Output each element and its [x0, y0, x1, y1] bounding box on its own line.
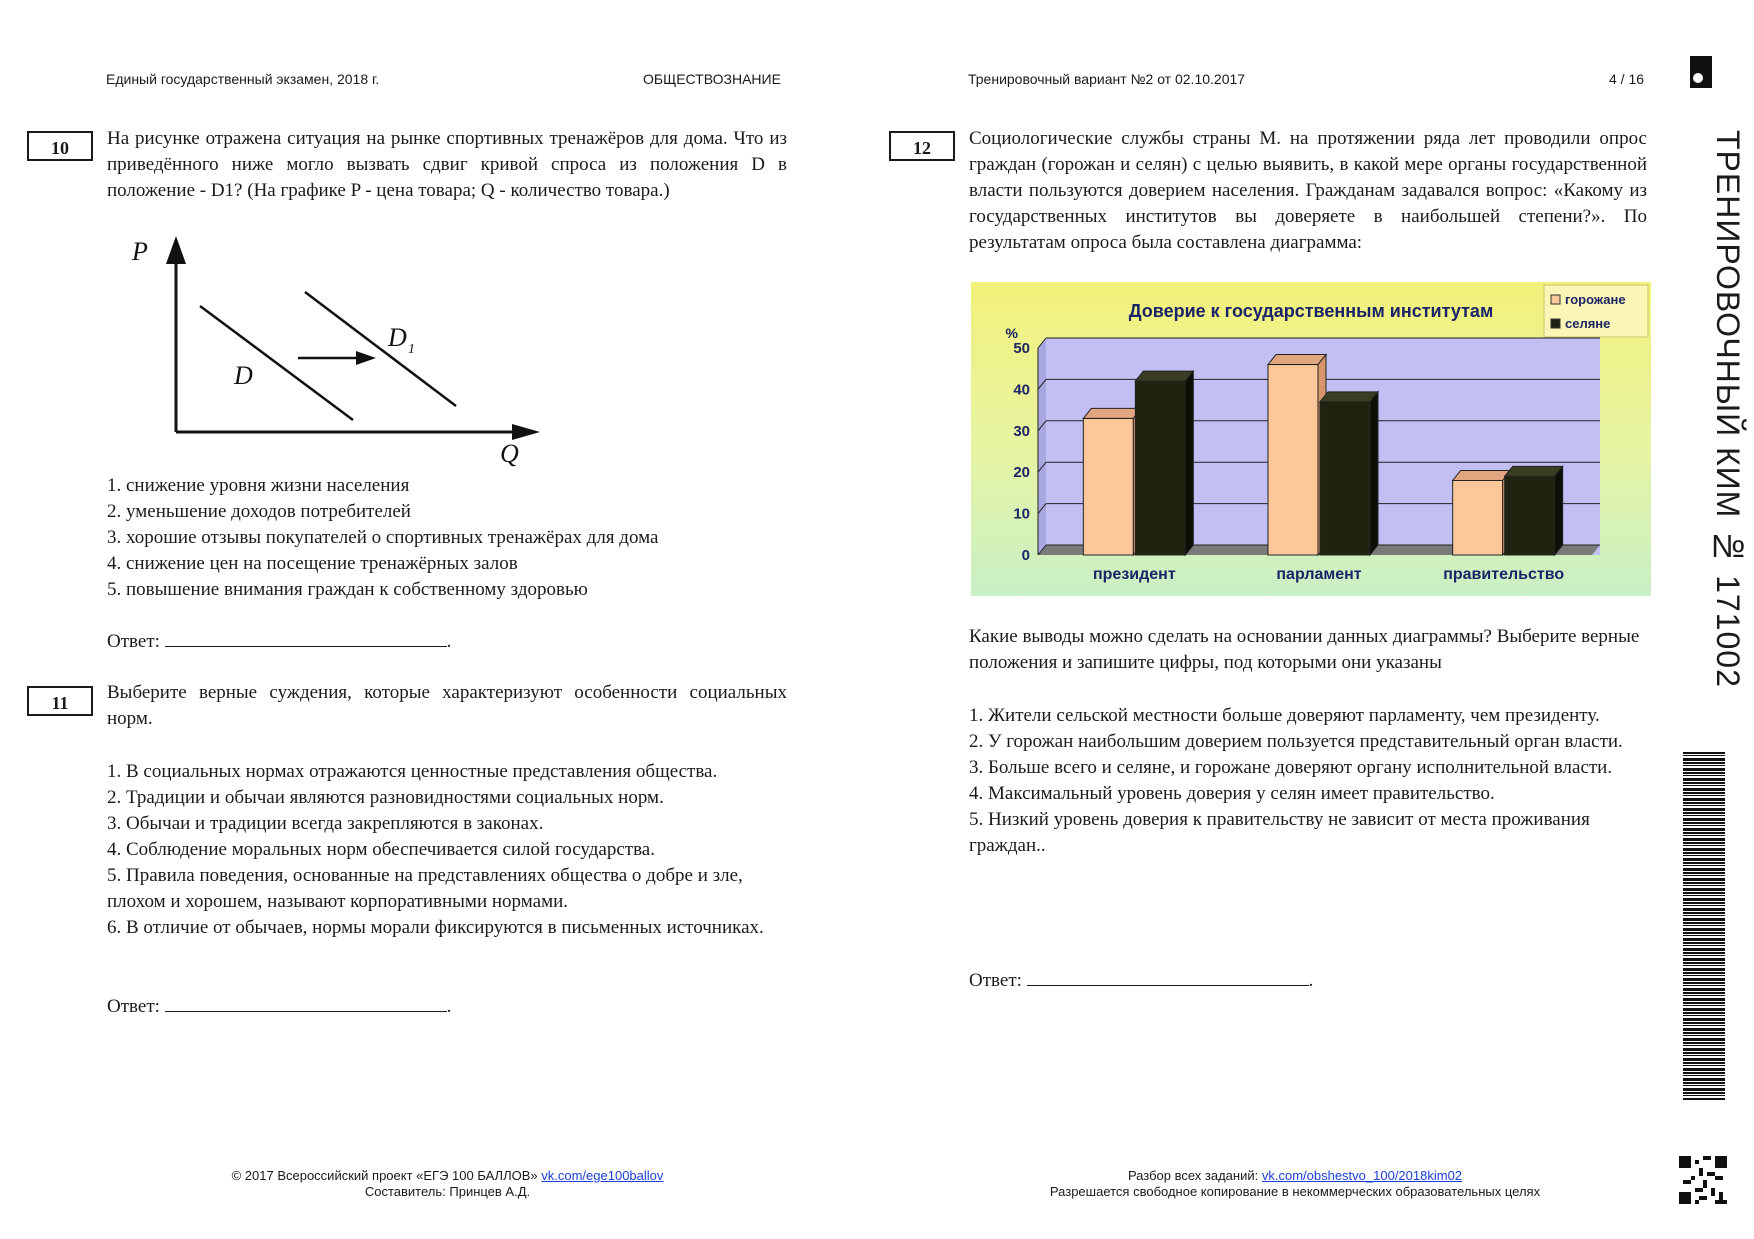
- q10-label-d1: D: [388, 323, 407, 352]
- q10-answer-row: Ответ: .: [107, 628, 451, 653]
- q11-number-box: 11: [27, 686, 93, 716]
- q10-text: На рисунке отражена ситуация на рынке спортивных тренажёров для дома. Что из приведённого ниже могло вызвать сдвиг кривой спроса из положения D в положение - D1? (На графике P - цена товара; Q - количество товара.): [107, 128, 787, 201]
- footer-analysis-label: Разбор всех заданий:: [1127, 1168, 1259, 1183]
- chart-legend: [1544, 285, 1648, 337]
- chart-bar-top: [1453, 470, 1511, 480]
- q11-option: 3. Обычаи и традиции всегда закрепляются в законах.: [107, 813, 544, 834]
- q11-answer-row: Ответ: .: [107, 993, 451, 1018]
- q10-label-d: D: [234, 361, 253, 390]
- footer-copyright: © 2017 Всероссийский проект «ЕГЭ 100 БАЛЛОВ»: [231, 1168, 538, 1183]
- q10-options: [107, 473, 787, 603]
- corner-logo-dot: [1693, 73, 1703, 83]
- chart-bar: [1505, 476, 1555, 555]
- chart-bar-top: [1083, 408, 1141, 418]
- barcode: [1683, 752, 1725, 1100]
- chart-bar: [1268, 365, 1318, 555]
- chart-bar: [1083, 418, 1133, 555]
- chart-bar-side: [1555, 466, 1563, 555]
- chart-category-label: парламент: [1276, 566, 1362, 583]
- chart-ylabel: %: [1005, 325, 1018, 341]
- q12-options: [969, 703, 1647, 859]
- legend-swatch-citizens: [1551, 295, 1560, 304]
- q10-curve-d: [200, 306, 353, 420]
- q11-options: [107, 759, 787, 941]
- chart-bar-top: [1268, 355, 1326, 365]
- header-variant: Тренировочный вариант №2 от 02.10.2017: [968, 71, 1246, 87]
- chart-title: Доверие к государственным институтам: [1128, 301, 1494, 321]
- legend-swatch-villagers: [1551, 319, 1560, 328]
- q12-answer-label: Ответ:: [969, 970, 1022, 991]
- q12-question: Какие выводы можно сделать на основании данных диаграммы? Выберите верные положения и запишите цифры, под которыми они указаны: [969, 626, 1640, 673]
- footer-author: Составитель: Принцев А.Д.: [364, 1184, 531, 1199]
- footer-right: [980, 1168, 1610, 1200]
- legend-label-villagers: селяне: [1565, 316, 1611, 331]
- q10-option: 1. снижение уровня жизни населения: [107, 475, 410, 496]
- q11-text: Выберите верные суждения, которые характеризуют особенности социальных норм.: [107, 682, 787, 729]
- q10-shift-arrowhead: [356, 351, 376, 365]
- chart-bar-top: [1135, 371, 1193, 381]
- q11-option: 4. Соблюдение моральных норм обеспечивается силой государства.: [107, 839, 655, 860]
- q12-option: 5. Низкий уровень доверия к правительству не зависит от места проживания граждан..: [969, 809, 1590, 856]
- chart-category-label: правительство: [1443, 566, 1565, 583]
- footer-left: [150, 1168, 745, 1200]
- chart-bar: [1135, 381, 1185, 555]
- qr-code: [1679, 1156, 1727, 1204]
- q10-option: 3. хорошие отзывы покупателей о спортивных тренажёрах для дома: [107, 527, 659, 548]
- q10-answer-field[interactable]: [165, 628, 447, 647]
- chart-bar: [1453, 480, 1503, 555]
- footer-link-analysis[interactable]: vk.com/obshestvo_100/2018kim02: [1261, 1168, 1463, 1183]
- q12-option: 4. Максимальный уровень доверия у селян имеет правительство.: [969, 783, 1495, 804]
- chart-ytick-label: 50: [1013, 340, 1030, 357]
- q11-option: 6. В отличие от обычаев, нормы морали фиксируются в письменных источниках.: [107, 917, 764, 938]
- chart-ytick-label: 20: [1013, 464, 1030, 482]
- q10-option: 2. уменьшение доходов потребителей: [107, 501, 411, 522]
- chart-side-wall: [1038, 338, 1046, 555]
- chart-ytick-label: 30: [1013, 422, 1030, 440]
- q11-answer-field[interactable]: [165, 993, 447, 1012]
- q10-number-box: 10: [27, 131, 93, 161]
- footer-copy-note: Разрешается свободное копирование в некоммерческих образовательных целях: [1049, 1184, 1541, 1199]
- q10-demand-graph: [120, 234, 550, 469]
- q12-answer-field[interactable]: [1027, 967, 1309, 986]
- q10-label-p: P: [132, 237, 148, 266]
- q10-option: 4. снижение цен на посещение тренажёрных залов: [107, 553, 518, 574]
- chart-ytick-label: 40: [1013, 381, 1030, 399]
- chart-ytick-label: 10: [1013, 505, 1030, 523]
- q10-answer-label: Ответ:: [107, 631, 160, 652]
- chart-bar: [1320, 402, 1370, 555]
- footer-link-project[interactable]: vk.com/ege100ballov: [541, 1168, 664, 1183]
- q12-option: 3. Больше всего и селяне, и горожане доверяют органу исполнительной власти.: [969, 757, 1613, 778]
- q12-text: Социологические службы страны М. на протяжении ряда лет проводили опрос граждан (горожан и селян) с целью выявить, в какой мере органы государственной власти пользуются доверием населения. Гражданам задавался вопрос: «Какому из государственных институтов вы доверяете в наибольшей степени?». По результатам опроса была составлена диаграмма:: [969, 128, 1647, 253]
- kim-vertical-title: ТРЕНИРОВОЧНЫЙ КИМ № 171002: [1710, 130, 1746, 688]
- chart-bar-top: [1505, 466, 1563, 476]
- q11-option: 2. Традиции и обычаи являются разновидностями социальных норм.: [107, 787, 664, 808]
- legend-label-citizens: горожане: [1565, 292, 1626, 307]
- q11-answer-label: Ответ:: [107, 996, 160, 1017]
- q10-option: 5. повышение внимания граждан к собственному здоровью: [107, 579, 588, 600]
- corner-logo: [1690, 56, 1712, 88]
- header-subject: ОБЩЕСТВОЗНАНИЕ: [643, 71, 781, 87]
- q12-trust-chart: [971, 282, 1651, 596]
- chart-bar-side: [1370, 392, 1378, 555]
- q11-option: 5. Правила поведения, основанные на представлениях общества о добре и зле, плохом и хорошем, называют корпоративными нормами.: [107, 865, 743, 912]
- q10-label-d1-sub: 1: [408, 342, 415, 357]
- q12-option: 2. У горожан наибольшим доверием пользуется представительный орган власти.: [969, 731, 1623, 752]
- chart-ytick-label: 0: [1021, 547, 1030, 564]
- q12-answer-row: Ответ: .: [969, 967, 1313, 992]
- header-exam-title: Единый государственный экзамен, 2018 г.: [106, 71, 380, 87]
- q10-curve-d1: [305, 292, 456, 406]
- q10-axis-p-arrow: [166, 236, 186, 264]
- q12-option: 1. Жители сельской местности больше доверяют парламенту, чем президенту.: [969, 705, 1600, 726]
- q10-axis-q-arrow: [512, 424, 540, 440]
- header-page-number: 4 / 16: [1609, 71, 1645, 87]
- q10-label-q: Q: [500, 439, 519, 468]
- q11-option: 1. В социальных нормах отражаются ценностные представления общества.: [107, 761, 718, 782]
- chart-bar-side: [1185, 371, 1193, 555]
- chart-bar-top: [1320, 392, 1378, 402]
- q12-number-box: 12: [889, 131, 955, 161]
- chart-category-label: президент: [1092, 566, 1176, 583]
